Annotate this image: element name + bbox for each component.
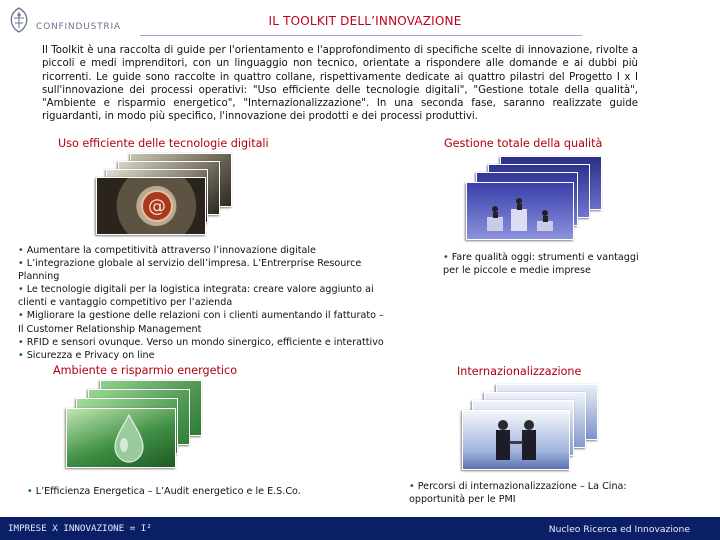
section-list-internationalization (409, 480, 639, 506)
at-sign-gears-image (96, 177, 206, 235)
list-item: • Aumentare la competitività attraverso l’innovazione digitale (18, 245, 316, 256)
water-drop-leaf-image (66, 408, 176, 468)
list-item: • L’integrazione globale al servizio dell’impresa. L’Entrerprise Resource Planning (18, 258, 362, 283)
section-list-quality (443, 251, 653, 277)
section-list-environment (27, 485, 327, 498)
logo-text: CONFINDUSTRIA (36, 22, 121, 32)
list-item: • Percorsi di internazionalizzazione – La Cina: opportunità per le PMI (409, 481, 627, 506)
title-divider (140, 35, 582, 36)
list-item: • Sicurezza e Privacy on line (18, 349, 155, 361)
section-heading-environment: Ambiente e risparmio energetico (53, 364, 238, 377)
page-title: IL TOOLKIT DELL’INNOVAZIONE (268, 14, 462, 28)
list-item: • Fare qualità oggi: strumenti e vantaggi per le piccole e medie imprese (443, 252, 639, 277)
footer-credit: Nucleo Ricerca ed Innovazione (548, 524, 690, 535)
quality-image-stack (466, 156, 616, 238)
svg-text:@: @ (148, 196, 166, 217)
environment-image-stack (66, 380, 216, 470)
section-heading-quality: Gestione totale della qualità (444, 137, 603, 150)
international-image-stack (462, 384, 612, 470)
section-list-digital (18, 244, 390, 362)
digital-image-stack (96, 153, 246, 233)
section-heading-internationalization: Internazionalizzazione (457, 365, 582, 378)
list-item: • L’Efficienza Energetica – L’Audit energetico e le E.S.Co. (27, 486, 301, 497)
list-item: • Le tecnologie digitali per la logistica integrata: creare valore aggiunto ai clienti e vantaggio competitivo per l’azienda (18, 284, 374, 309)
list-item: • RFID e sensori ovunque. Verso un mondo sinergico, efficiente e interattivo (18, 336, 384, 348)
list-item: • Migliorare la gestione delle relazioni con i clienti aumentando il fatturato – Il Customer Relationship Management (18, 310, 384, 335)
intro-paragraph: Il Toolkit è una raccolta di guide per l'orientamento e l'approfondimento di specifiche scelte di innovazione, rivolte a piccoli e medi imprenditori, con un linguaggio non tecnico, orientate a rispondere alle domande e ai dubbi più ricorrenti. Le guide sono raccolte in quattro collane, rispettivamente dedicate ai quattro pilastri del Progetto I x I sull'innovazione dei processi operativi: "Uso efficiente delle tecnologie digitali", "Gestione totale della qualità", "Ambiente e risparmio energetico", "Internazionalizzazione". In una seconda fase, saranno realizzate guide riguardanti, in modo più specifico, l'innovazione dei prodotti e dei processi produttivi. (42, 45, 638, 123)
footer-slogan: IMPRESE X INNOVAZIONE = I² (8, 523, 152, 534)
business-people-puzzle-image (466, 182, 574, 240)
section-heading-digital: Uso efficiente delle tecnologie digitali (58, 137, 269, 150)
handshake-businessmen-image (462, 410, 570, 470)
confindustria-logo (6, 6, 136, 36)
confindustria-logo-icon (6, 6, 32, 34)
